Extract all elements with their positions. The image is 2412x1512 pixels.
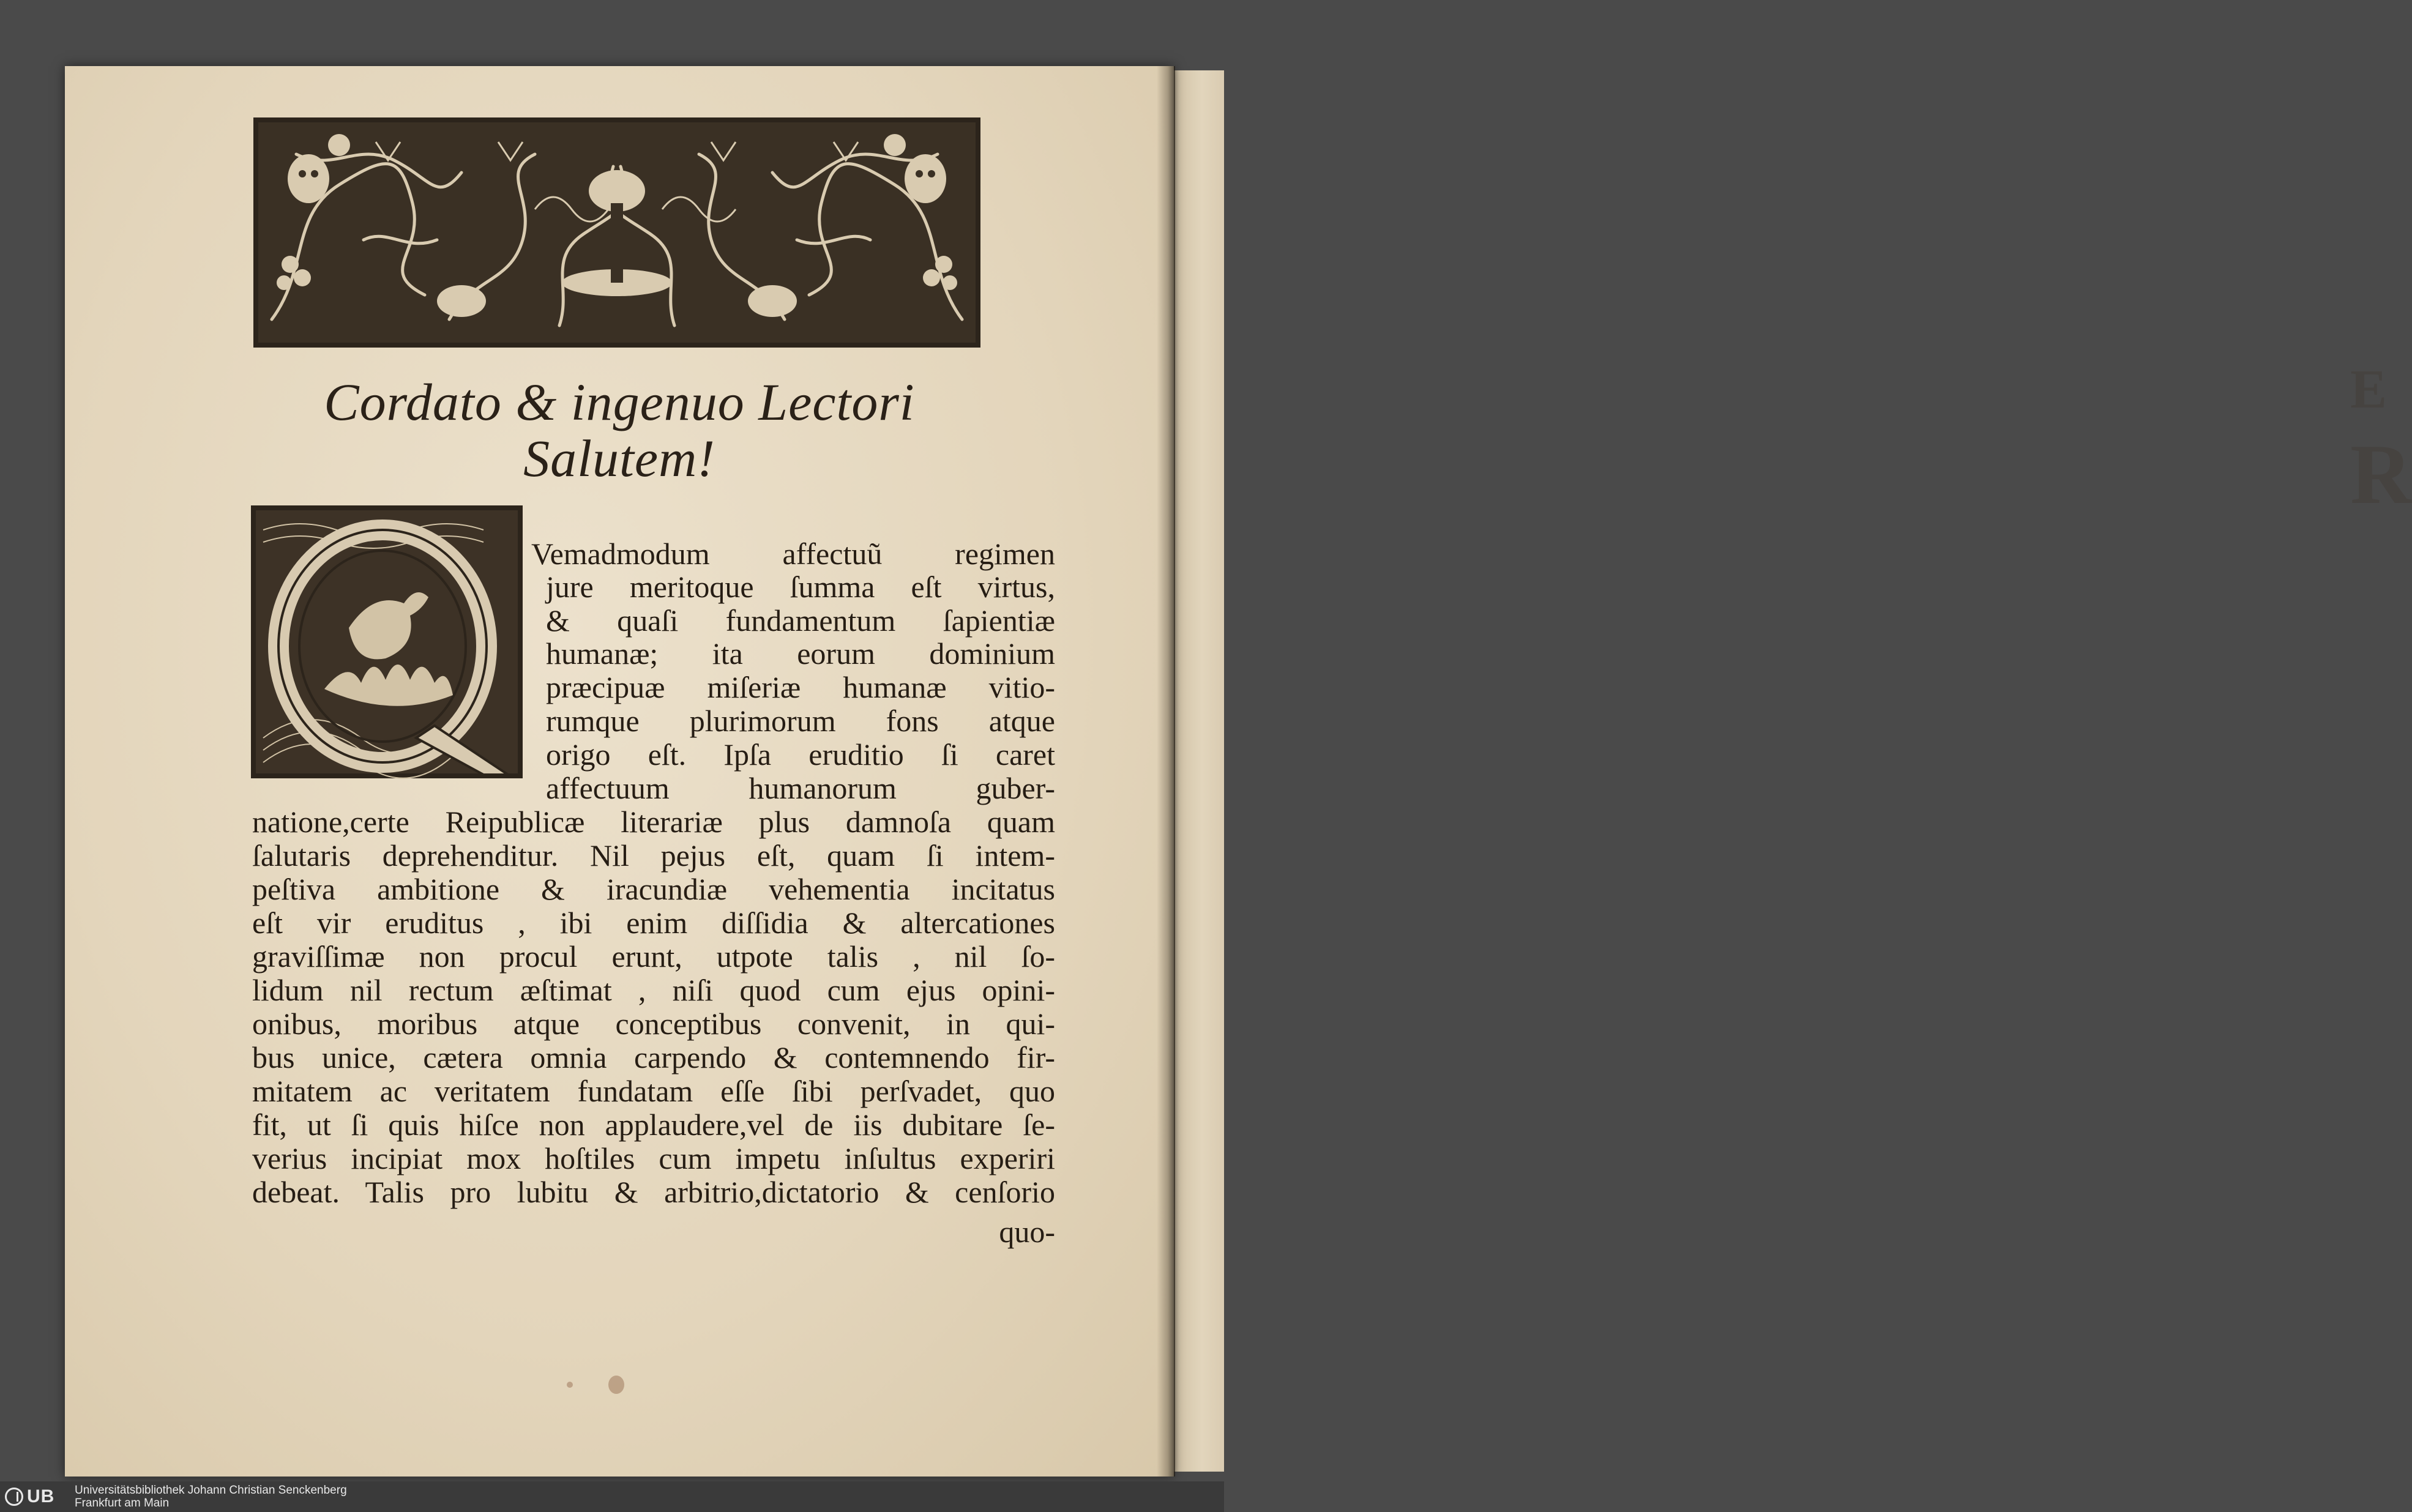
book-page: [65, 66, 1174, 1477]
body-line-8: affectuum humanorum guber-: [546, 771, 1055, 805]
library-name-line-1: Universitätsbibliothek Johann Christian Senckenberg: [75, 1484, 347, 1497]
title-line-2: Salutem!: [523, 429, 715, 488]
decorated-initial-image: [251, 505, 523, 778]
body-line-10: ſalutaris deprehenditur. Nil pejus eſt, quam ſi intem-: [252, 838, 1055, 873]
decorated-initial: [251, 505, 523, 778]
body-line-13: graviſſimæ non procul erunt, utpote talis , nil ſo-: [252, 939, 1055, 974]
library-logo-icon: [5, 1488, 23, 1506]
body-line-15: onibus, moribus atque conceptibus convenit, in qui-: [252, 1007, 1055, 1041]
catchword: quo-: [999, 1215, 1055, 1249]
body-line-6: rumque plurimorum fons atque: [546, 704, 1055, 738]
body-line-7: origo eſt. Ipſa eruditio ſi caret: [546, 737, 1055, 772]
library-name: [75, 1484, 347, 1510]
body-line-20: debeat. Talis pro lubitu & arbitrio,dictatorio & cenſorio: [252, 1175, 1055, 1209]
body-line-9: natione,certe Reipublicæ literariæ plus damnoſa quam: [252, 805, 1055, 839]
library-name-line-2: Frankfurt am Main: [75, 1497, 170, 1510]
facing-page-edge: [1169, 70, 2412, 1472]
body-line-14: lidum nil rectum æſtimat , niſi quod cum ejus opini-: [252, 973, 1055, 1007]
body-line-12: eſt vir eruditus , ibi enim diſſidia & altercationes: [252, 906, 1055, 940]
body-line-19: verius incipiat mox hoſtiles cum impetu inſultus experiri: [252, 1141, 1055, 1175]
body-line-1: Vemadmodum affectuũ regimen: [531, 537, 1055, 571]
headpiece-ornament: [253, 117, 980, 348]
library-logo: [5, 1485, 66, 1508]
library-logo-text: UB: [27, 1486, 55, 1506]
body-line-17: mitatem ac veritatem fundatam eſſe ſibi perſvadet, quo: [252, 1074, 1055, 1108]
ink-stain: [608, 1376, 624, 1394]
facing-page-bleed-through-2: R: [2350, 427, 2412, 522]
body-line-3: & quaſi fundamentum ſapientiæ: [546, 603, 1055, 638]
body-line-5: præcipuæ miſeriæ humanæ vitio-: [546, 670, 1055, 704]
library-footer: [0, 1481, 1224, 1512]
body-line-2: jure meritoque ſumma eſt virtus,: [546, 570, 1055, 604]
title-line-1: Cordato & ingenuo Lectori: [324, 373, 915, 431]
book-gutter-shadow: [1157, 66, 1175, 1477]
headpiece-ornament-image: [253, 117, 980, 348]
body-line-4: humanæ; ita eorum dominium: [546, 636, 1055, 671]
body-line-16: bus unice, cætera omnia carpendo & contemnendo fir-: [252, 1040, 1055, 1074]
body-line-18: fit, ut ſi quis hiſce non applaudere,vel de iis dubitare ſe-: [252, 1108, 1055, 1142]
ink-stain-2: [567, 1382, 573, 1388]
body-line-11: peſtiva ambitione & iracundiæ vehementia incitatus: [252, 872, 1055, 906]
facing-page-bleed-through: E: [2350, 359, 2388, 420]
